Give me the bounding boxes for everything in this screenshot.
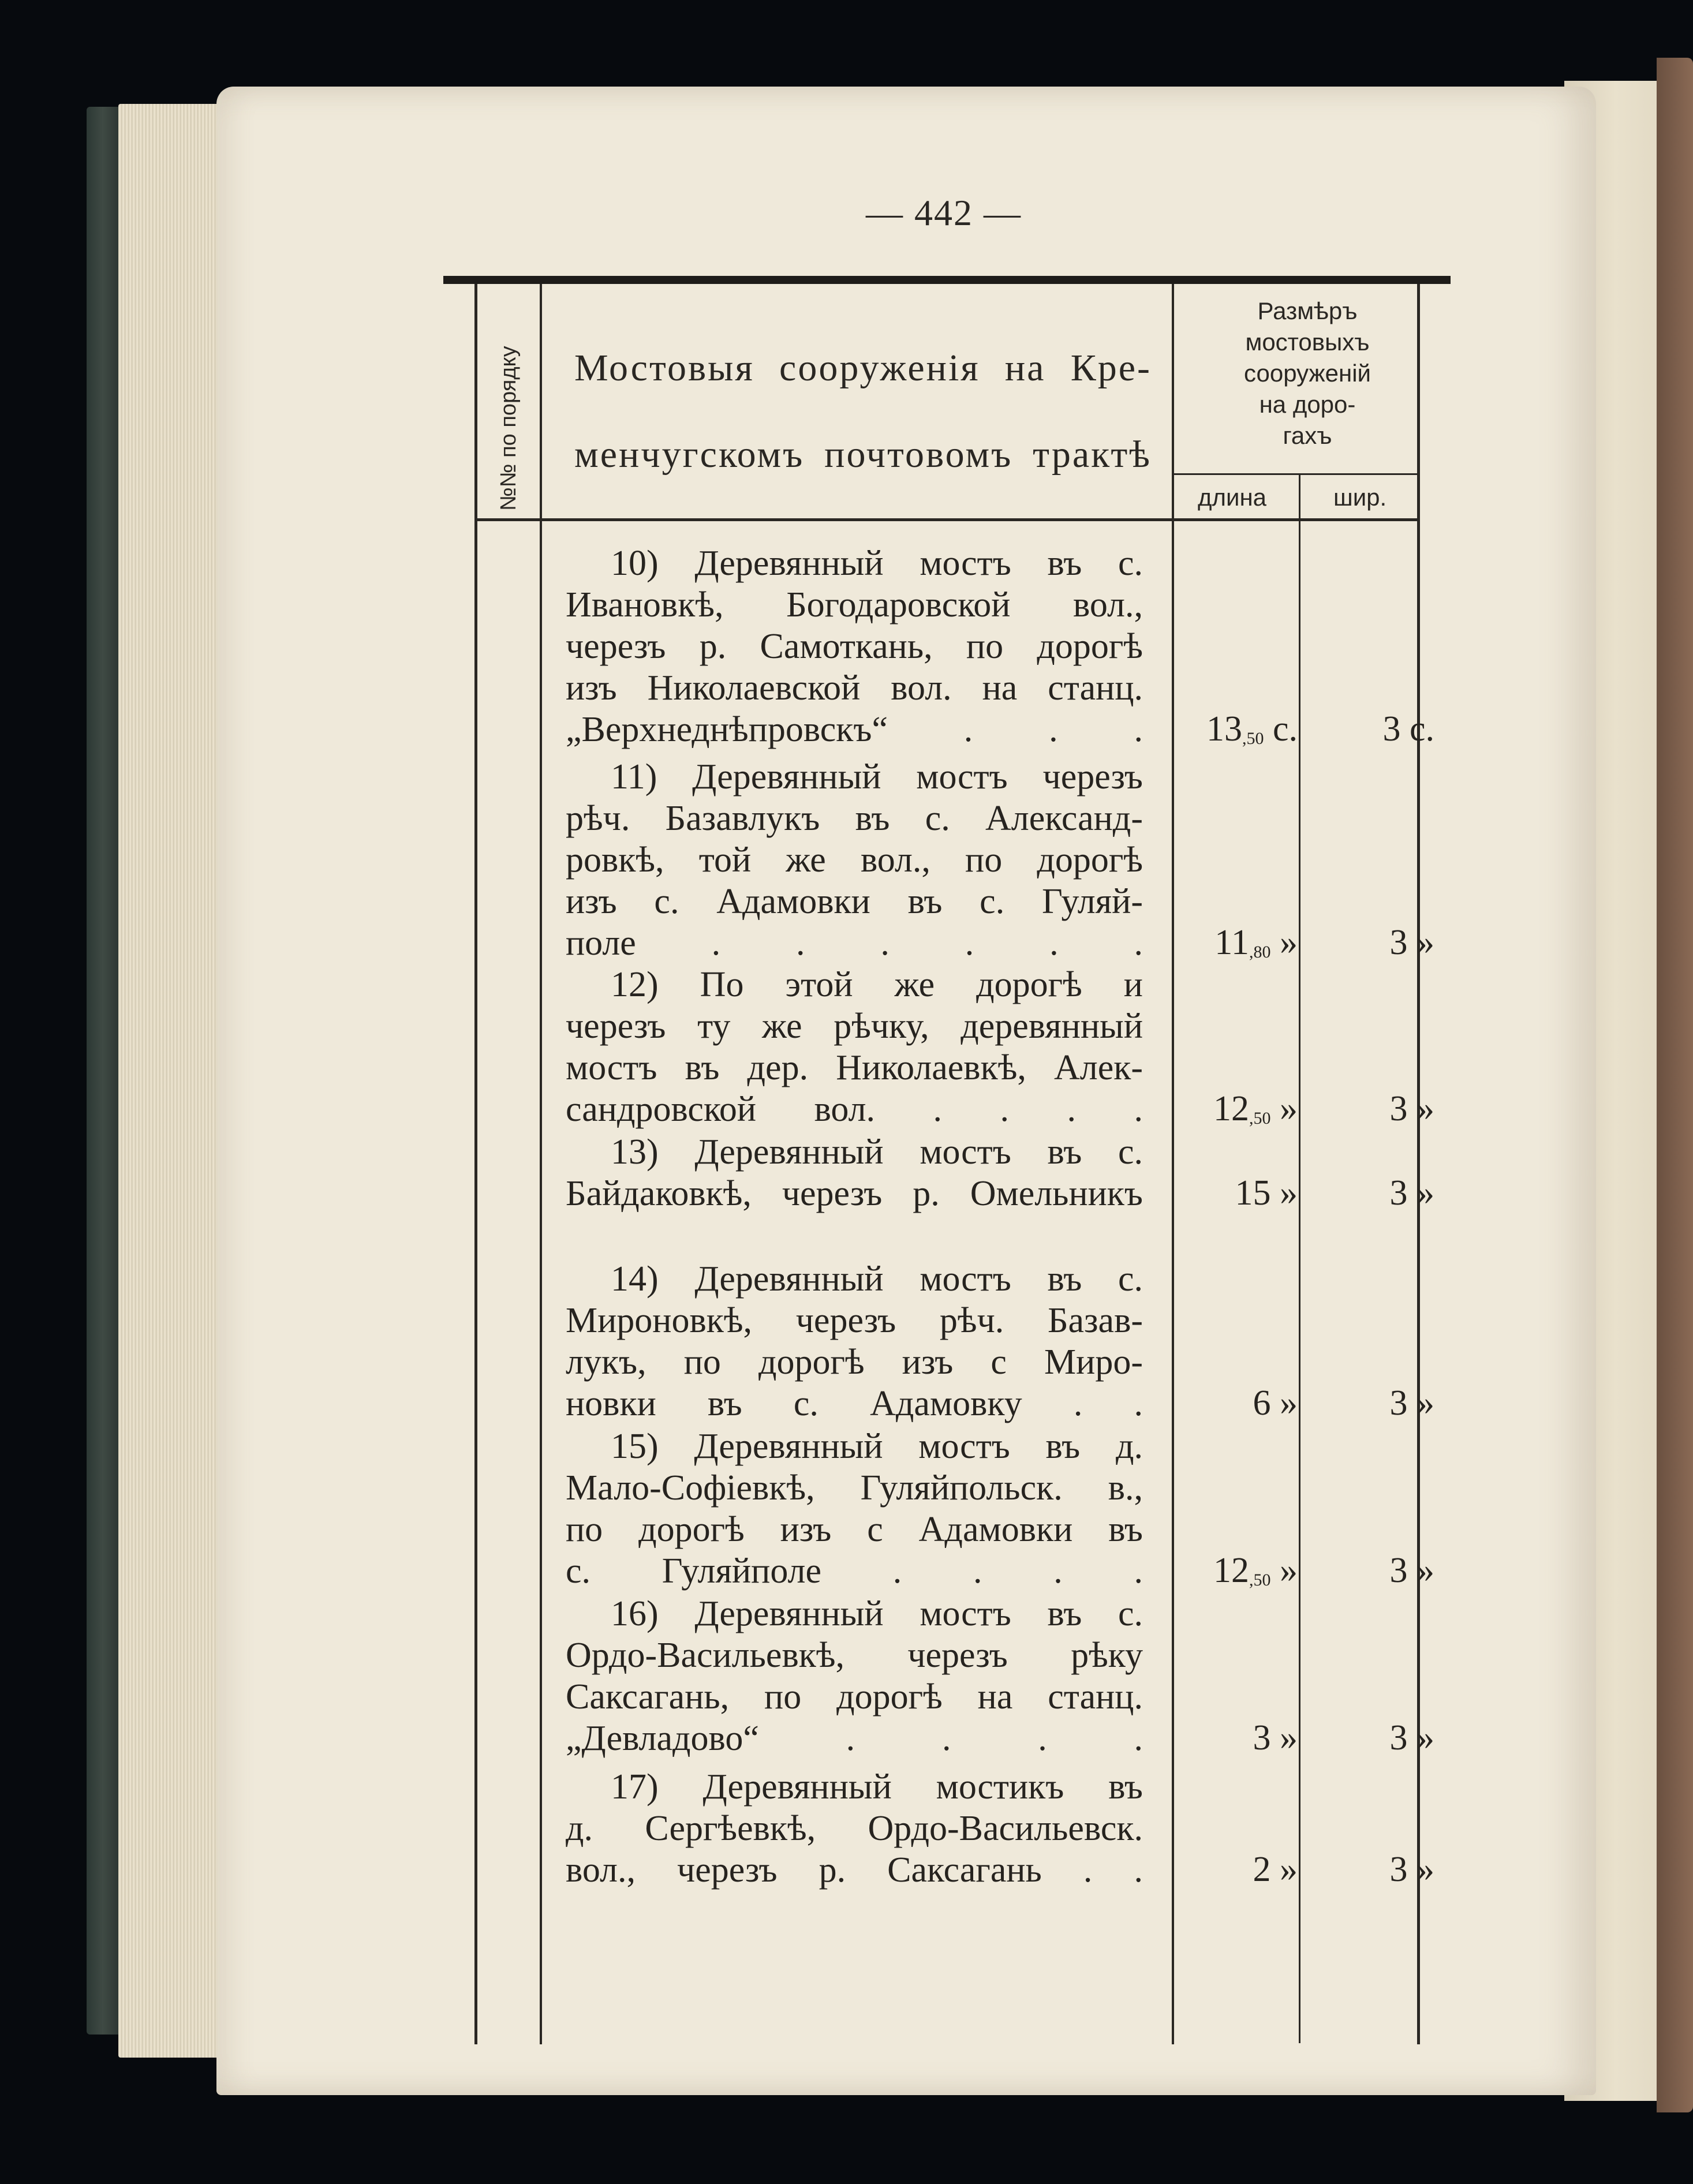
length-fraction: ,80: [1249, 943, 1271, 962]
length-unit: »: [1270, 1173, 1298, 1213]
bridge-width: 3 »: [1389, 923, 1434, 962]
length-integer: 2: [1253, 1850, 1271, 1889]
entry-text-line: Мало-Софіевкѣ, Гуляйпольск. в.,: [566, 1468, 1143, 1508]
bridge-length: [1176, 1383, 1298, 1424]
entry-text-line: „Верхнеднѣпровскъ“ . . .: [566, 710, 1143, 749]
table-title-line-2: менчугскомъ почтовомъ трактѣ: [574, 433, 1152, 476]
bridge-entry: [566, 756, 1143, 964]
bridge-entry: [566, 1426, 1143, 1592]
bridge-length: [1176, 922, 1298, 963]
page-number: — 442 —: [866, 192, 1022, 233]
length-column-header: длина: [1198, 484, 1267, 511]
size-header-line: мостовыхъ: [1245, 328, 1370, 356]
bridge-width: 3 с.: [1382, 709, 1434, 749]
entry-text-line: с. Гуляйполе . . . .: [566, 1551, 1143, 1591]
size-column-header: [1172, 296, 1443, 451]
entry-text-line: 13) Деревянный мостъ въ с.: [611, 1132, 1143, 1172]
length-unit: »: [1270, 1850, 1298, 1889]
bridge-width: 3 »: [1389, 1551, 1434, 1590]
length-integer: 12: [1213, 1551, 1249, 1590]
bridge-entry: [566, 1766, 1143, 1891]
bridge-entry: [566, 1131, 1143, 1214]
entry-text-line: вол., черезъ р. Саксагань . .: [566, 1850, 1143, 1890]
table-left-border: [474, 284, 477, 2044]
entry-text-line: лукъ, по дорогѣ изъ с Миро-: [566, 1342, 1143, 1382]
entry-text-line: 10) Деревянный мостъ въ с.: [611, 544, 1143, 583]
length-integer: 13: [1206, 709, 1242, 749]
bridge-length: [1176, 1089, 1298, 1130]
table-title-line-1: Мостовыя сооруженія на Кре-: [574, 347, 1152, 389]
bridge-width: 3 »: [1389, 1383, 1434, 1423]
entry-text-line: черезъ р. Самоткань, по дорогѣ: [566, 627, 1143, 666]
entry-text-line: 15) Деревянный мостъ въ д.: [611, 1427, 1143, 1466]
size-header-line: сооруженій: [1244, 360, 1371, 387]
entry-text-line: Ивановкѣ, Богодаровской вол.,: [566, 585, 1143, 624]
entry-text-line: по дорогѣ изъ с Адамовки въ: [566, 1510, 1143, 1549]
entry-text-line: рѣч. Базавлукъ въ с. Александ-: [566, 799, 1143, 838]
entry-text-line: мостъ въ дер. Николаевкѣ, Алек-: [566, 1048, 1143, 1087]
entry-text-line: изъ с. Адамовки въ с. Гуляй-: [566, 882, 1143, 921]
length-unit: »: [1270, 1383, 1298, 1423]
size-header-line: на доро-: [1259, 391, 1356, 418]
size-header-line: Размѣръ: [1257, 297, 1358, 324]
bridge-entry: [566, 964, 1143, 1130]
length-integer: 6: [1253, 1383, 1271, 1423]
entry-text-line: 16) Деревянный мостъ въ с.: [611, 1594, 1143, 1633]
entry-text-line: Мироновкѣ, черезъ рѣч. Базав-: [566, 1301, 1143, 1340]
bridge-entry: [566, 1593, 1143, 1759]
size-header-line: гахъ: [1283, 422, 1332, 449]
entry-text-line: новки въ с. Адамовку . .: [566, 1384, 1143, 1423]
entry-text-line: 14) Деревянный мостъ въ с.: [611, 1259, 1143, 1299]
entry-text-line: Ордо-Васильевкѣ, черезъ рѣку: [566, 1636, 1143, 1675]
bridge-entry: [566, 1258, 1143, 1424]
length-unit: »: [1270, 1089, 1298, 1128]
entry-text-line: ровкѣ, той же вол., по дорогѣ: [566, 840, 1143, 880]
length-unit: с.: [1264, 709, 1298, 749]
length-fraction: ,50: [1249, 1570, 1271, 1590]
entry-text-line: изъ Николаевской вол. на станц.: [566, 668, 1143, 708]
bridge-length: [1176, 1718, 1298, 1759]
bridge-width: 3 »: [1389, 1089, 1434, 1128]
entry-text-line: сандровской вол. . . . .: [566, 1090, 1143, 1129]
row-number-column-header: №№ по порядку: [496, 346, 521, 511]
width-column-header: шир.: [1333, 484, 1387, 511]
subheader-rule: [1174, 473, 1419, 475]
length-integer: 15: [1235, 1173, 1271, 1213]
entry-text-line: „Девладово“ . . . .: [566, 1719, 1143, 1758]
bridge-length: [1176, 1173, 1298, 1214]
title-column-divider: [1172, 284, 1174, 2044]
book-cover-edge: [1657, 58, 1693, 2112]
bridge-length: [1176, 709, 1298, 750]
entry-text-line: поле . . . . . .: [566, 923, 1143, 963]
length-integer: 11: [1214, 923, 1249, 962]
bridge-width: 3 »: [1389, 1173, 1434, 1213]
length-fraction: ,50: [1242, 729, 1264, 748]
length-integer: 3: [1253, 1718, 1271, 1757]
length-integer: 12: [1213, 1089, 1249, 1128]
length-unit: »: [1270, 923, 1298, 962]
entry-text-line: Саксагань, по дорогѣ на станц.: [566, 1677, 1143, 1716]
entry-text-line: 17) Деревянный мостикъ въ: [611, 1767, 1143, 1807]
bridge-width: 3 »: [1389, 1850, 1434, 1889]
bridge-length: [1176, 1550, 1298, 1591]
number-column-divider: [540, 284, 542, 2044]
bridge-entry: [566, 543, 1143, 750]
entry-text-line: 11) Деревянный мостъ черезъ: [611, 757, 1143, 796]
length-unit: »: [1270, 1718, 1298, 1757]
table-right-border: [1417, 284, 1420, 2044]
entry-text-line: Байдаковкѣ, черезъ р. Омельникъ: [566, 1174, 1143, 1213]
length-unit: »: [1270, 1551, 1298, 1590]
header-bottom-rule: [474, 518, 1420, 521]
entry-text-line: черезъ ту же рѣчку, деревянный: [566, 1007, 1143, 1046]
length-fraction: ,50: [1249, 1109, 1271, 1128]
bridge-width: 3 »: [1389, 1718, 1434, 1757]
bridge-length: [1176, 1849, 1298, 1890]
entry-text-line: 12) По этой же дорогѣ и: [611, 965, 1143, 1004]
entry-text-line: д. Сергѣевкѣ, Ордо-Васильевск.: [566, 1809, 1143, 1848]
table-top-rule: [443, 276, 1451, 284]
length-width-divider: [1299, 473, 1300, 2043]
